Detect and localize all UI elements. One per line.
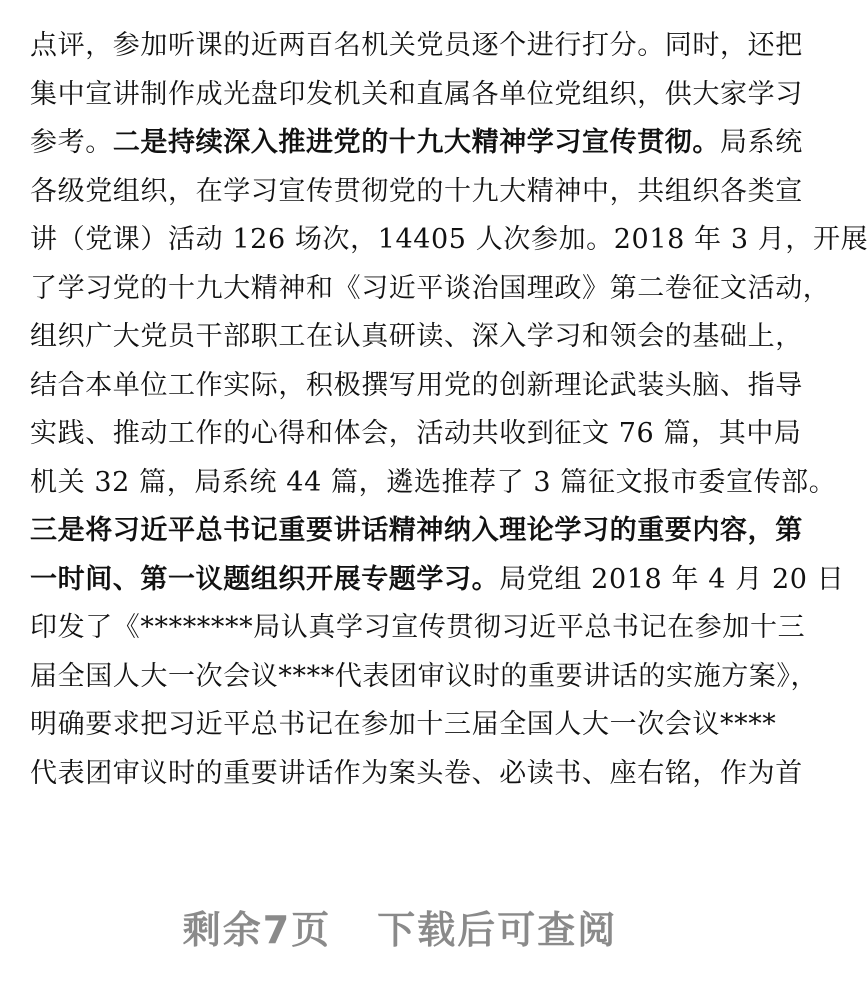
clipped-line-text bbox=[30, 0, 770, 8]
paragraph-line bbox=[30, 505, 803, 557]
body-text: 局党组 2018 年 4 月 20 日 bbox=[499, 563, 845, 595]
body-text: 参考。 bbox=[30, 127, 113, 158]
paragraph-line bbox=[30, 408, 802, 460]
paragraph-line bbox=[30, 602, 806, 654]
bold-heading-text: 三是将习近平总书记重要讲话精神纳入理论学习的重要内容，第 bbox=[30, 515, 803, 546]
paragraph-line bbox=[30, 263, 831, 315]
body-text: 集中宣讲制作成光盘印发机关和直属各单位党组织，供大家学习 bbox=[30, 78, 803, 110]
bold-heading-text: 一时间、第一议题组织开展专题学习。 bbox=[30, 563, 500, 595]
paragraph-line bbox=[30, 748, 803, 800]
paragraph-line bbox=[30, 311, 803, 363]
body-text: 机关 32 篇，局系统 44 篇，遴选推荐了 3 篇征文报市委宣传部。 bbox=[30, 466, 837, 498]
paragraph-line bbox=[30, 214, 868, 266]
paragraph-line bbox=[30, 20, 803, 72]
download-notice bbox=[0, 900, 800, 960]
bold-heading-text: 二是持续深入推进党的十九大精神学习宣传贯彻。 bbox=[112, 127, 721, 158]
body-text: 结合本单位工作实际，积极撰写用党的创新理论武装头脑、指导 bbox=[30, 369, 803, 401]
body-text: 实践、推动工作的心得和体会，活动共收到征文 76 篇，其中局 bbox=[30, 418, 802, 449]
body-text: 讲（党课）活动 126 场次，14405 人次参加。2018 年 3 月，开展 bbox=[30, 224, 868, 255]
body-text: 各级党组织，在学习宣传贯彻党的十九大精神中，共组织各类宣 bbox=[30, 175, 803, 207]
body-text: 明确要求把习近平总书记在参加十三届全国人大一次会议**** bbox=[30, 709, 777, 740]
body-text: 届全国人大一次会议****代表团审议时的重要讲话的实施方案》， bbox=[30, 660, 819, 692]
body-text: 组织广大党员干部职工在认真研读、深入学习和领会的基础上， bbox=[30, 321, 803, 352]
download-hint-label: 下载后可查阅 bbox=[377, 908, 618, 952]
paragraph-line bbox=[30, 360, 803, 412]
paragraph-line bbox=[30, 651, 819, 703]
paragraph-line bbox=[30, 554, 845, 606]
paragraph-line bbox=[30, 166, 803, 218]
clipped-previous-line bbox=[30, 0, 770, 8]
paragraph-line bbox=[30, 457, 837, 509]
body-text: 印发了《********局认真学习宣传贯彻习近平总书记在参加十三 bbox=[30, 612, 806, 643]
paragraph-line bbox=[30, 699, 777, 751]
body-text: 代表团审议时的重要讲话作为案头卷、必读书、座右铭，作为首 bbox=[30, 757, 803, 789]
remaining-pages-label: 剩余7页 bbox=[182, 908, 332, 952]
body-text: 了学习党的十九大精神和《习近平谈治国理政》第二卷征文活动， bbox=[30, 272, 831, 304]
body-text: 局系统 bbox=[720, 127, 803, 158]
paragraph-line bbox=[30, 117, 803, 169]
body-text: 点评，参加听课的近两百名机关党员逐个进行打分。同时，还把 bbox=[30, 30, 803, 61]
paragraph-line bbox=[30, 69, 803, 121]
